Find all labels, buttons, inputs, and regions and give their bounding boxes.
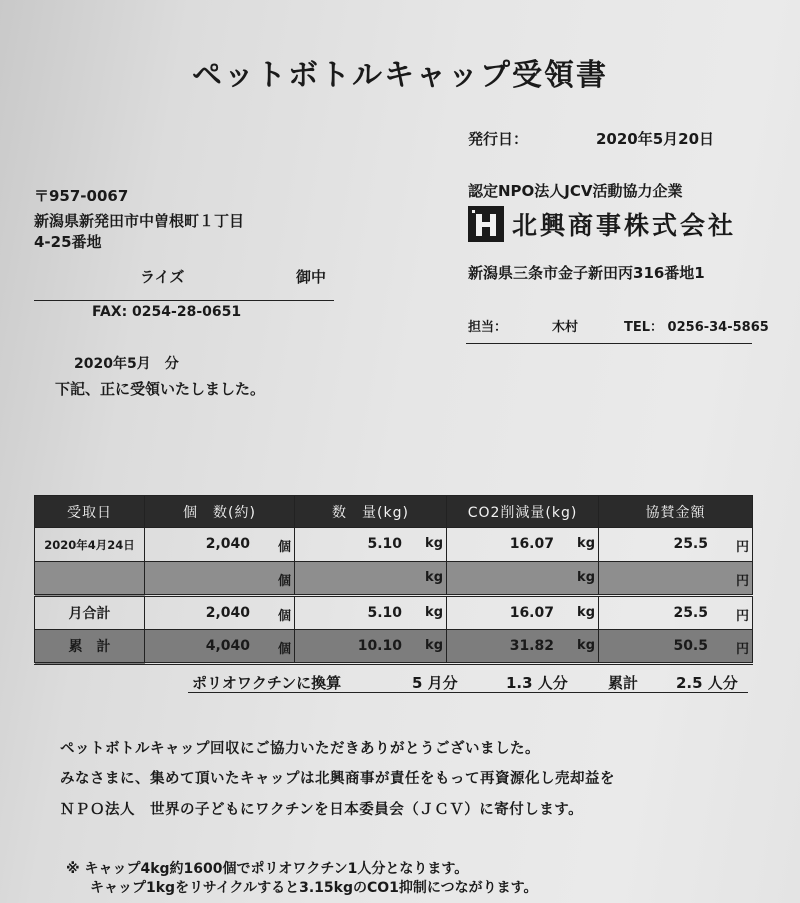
header-amount: 協賛金額 <box>599 496 753 528</box>
period: 2020年5月 分 <box>74 356 179 372</box>
recipient-address-line1: 新潟県新発田市中曽根町１丁目 <box>34 212 245 230</box>
row-count: 2,040 個 <box>145 596 295 630</box>
issuer-underline <box>466 343 752 344</box>
logo-h-icon <box>470 208 502 240</box>
footnote-1: ※ キャップ4kg約1600個でポリオワクチン1人分となります。 <box>66 861 469 877</box>
row-date <box>35 562 145 596</box>
row-amount: 50.5 円 <box>599 630 753 664</box>
document-title: ペットボトルキャップ受領書 <box>192 58 608 93</box>
row-date: 2020年4月24日 <box>35 528 145 562</box>
row-label: 累 計 <box>35 630 145 664</box>
issue-date: 2020年5月20日 <box>596 130 715 148</box>
row-co2: 16.07 kg <box>447 596 599 630</box>
row-count: 個 <box>145 562 295 596</box>
vaccine-total-value: 2.5 人分 <box>676 674 738 692</box>
receipt-table <box>34 495 753 665</box>
row-co2: 16.07 kg <box>447 528 599 562</box>
table-row <box>35 562 753 596</box>
row-quantity: 5.10 kg <box>295 528 447 562</box>
receipt-statement: 下記、正に受領いたしました。 <box>55 380 266 398</box>
row-co2: kg <box>447 562 599 596</box>
header-co2: CO2削減量(kg) <box>447 496 599 528</box>
vaccine-label: ポリオワクチンに換算 <box>192 674 342 692</box>
issuer-tagline: 認定NPO法人JCV活動協力企業 <box>468 182 683 200</box>
footnote-2: キャップ1kgをリサイクルすると3.15kgのCO1抑制につながります。 <box>90 880 538 896</box>
table-row <box>35 528 753 562</box>
vaccine-month: 5 月分 <box>412 674 458 692</box>
recipient-name: ライズ <box>140 268 185 286</box>
recipient-underline <box>34 300 334 301</box>
vaccine-month-value: 1.3 人分 <box>506 674 568 692</box>
header-count: 個 数(約) <box>145 496 295 528</box>
row-quantity: 10.10 kg <box>295 630 447 664</box>
issuer-contact-label: 担当： <box>468 320 508 335</box>
recipient-fax: FAX: 0254-28-0651 <box>92 304 242 320</box>
recipient-postal-code: 〒957-0067 <box>34 187 129 205</box>
thanks-line-3: ＮＰＯ法人 世界の子どもにワクチンを日本委員会（ＪＣＶ）に寄付します。 <box>60 802 584 818</box>
thanks-line-2: みなさまに、集めて頂いたキャップは北興商事が責任をもって再資源化し売却益を <box>60 771 615 787</box>
issuer-address: 新潟県三条市金子新田丙316番地1 <box>468 264 705 282</box>
row-quantity: kg <box>295 562 447 596</box>
table-row-monthly-total <box>35 596 753 630</box>
recipient-address-line2: 4-25番地 <box>34 233 102 251</box>
row-amount: 25.5 円 <box>599 528 753 562</box>
issuer-tel: TEL： 0256-34-5865 <box>624 320 769 335</box>
company-logo <box>468 206 504 242</box>
table-header-row <box>35 496 753 528</box>
issuer-company-name: 北興商事株式会社 <box>512 211 737 240</box>
thanks-line-1: ペットボトルキャップ回収にご協力いただきありがとうございました。 <box>60 741 540 757</box>
row-count: 4,040 個 <box>145 630 295 664</box>
vaccine-underline <box>188 692 748 693</box>
table-row-cumulative-total <box>35 630 753 664</box>
issue-date-label: 発行日： <box>468 130 529 148</box>
header-quantity: 数 量(kg) <box>295 496 447 528</box>
recipient-honorific: 御中 <box>296 268 327 286</box>
row-quantity: 5.10 kg <box>295 596 447 630</box>
row-label: 月合計 <box>35 596 145 630</box>
header-date: 受取日 <box>35 496 145 528</box>
vaccine-total-label: 累計 <box>608 674 639 692</box>
row-count: 2,040 個 <box>145 528 295 562</box>
row-co2: 31.82 kg <box>447 630 599 664</box>
row-amount: 円 <box>599 562 753 596</box>
row-amount: 25.5 円 <box>599 596 753 630</box>
issuer-contact-name: 木村 <box>552 320 579 335</box>
